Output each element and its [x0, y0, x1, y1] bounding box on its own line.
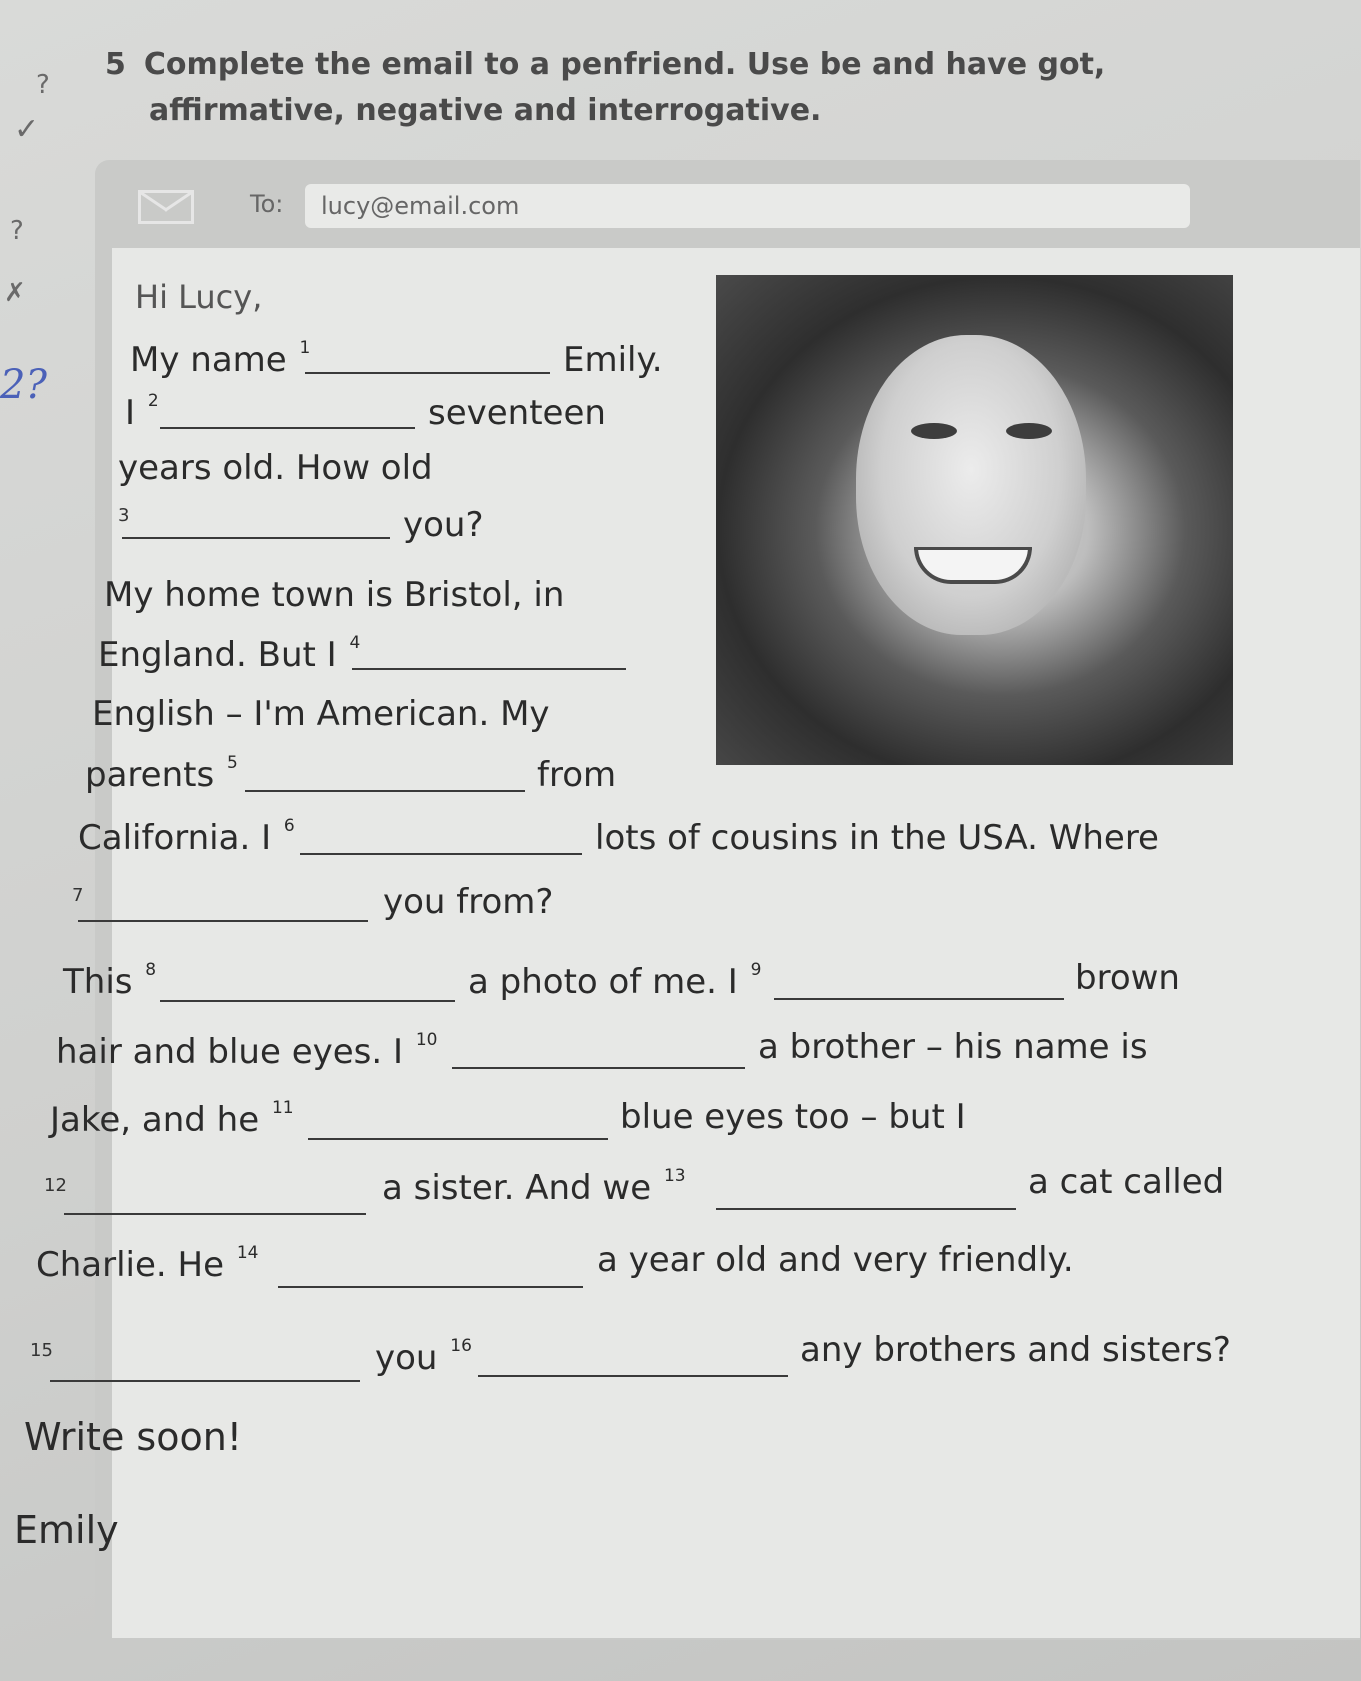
gap-3[interactable] — [122, 537, 390, 539]
to-address-field: lucy@email.com — [305, 184, 1190, 228]
gap-number-3: 3 — [118, 505, 130, 526]
gap-9[interactable] — [774, 998, 1064, 1000]
greeting: Hi Lucy, — [135, 278, 263, 316]
line-13-start: Jake, and he $^{11}$ — [50, 1097, 294, 1140]
line-9-start: California. I $^6$ — [78, 815, 295, 858]
penfriend-photo — [716, 275, 1233, 765]
gap-5[interactable] — [245, 790, 525, 792]
line-12-end: a brother – his name is — [758, 1027, 1148, 1067]
gap-2[interactable] — [160, 427, 415, 429]
exercise-number: 5 — [105, 47, 126, 82]
exercise-heading — [105, 42, 1105, 134]
gap-number-15: 15 — [30, 1340, 53, 1361]
photo-face — [856, 335, 1086, 635]
gap-4[interactable] — [352, 668, 626, 670]
gap-7[interactable] — [78, 920, 368, 922]
gap-12[interactable] — [64, 1213, 366, 1215]
gap-number-7: 7 — [72, 885, 84, 906]
gap-1[interactable] — [305, 372, 550, 374]
gap-16[interactable] — [478, 1375, 788, 1377]
line-8-end: from — [537, 755, 617, 795]
line-6-start: England. But I $^4$ — [98, 632, 361, 675]
line-7: English – I'm American. My — [92, 694, 550, 734]
line-13-end: blue eyes too – but I — [620, 1097, 966, 1137]
line-1-start: My name $^1$ — [130, 337, 311, 380]
gap-13[interactable] — [716, 1208, 1016, 1210]
line-1-end: Emily. — [563, 340, 663, 380]
line-4-end: you? — [403, 505, 484, 545]
margin-question-mark-2: ? — [10, 216, 24, 246]
line-3: years old. How old — [118, 448, 433, 488]
instruction-line-2: affirmative, negative and interrogative. — [149, 93, 822, 128]
to-label: To: — [250, 190, 284, 218]
line-16-middle: you $^{16}$ — [375, 1335, 472, 1378]
line-9-end: lots of cousins in the USA. Where — [595, 818, 1159, 858]
gap-8[interactable] — [160, 1000, 455, 1002]
line-12-start: hair and blue eyes. I $^{10}$ — [56, 1029, 438, 1072]
line-14-middle: a sister. And we $^{13}$ — [382, 1165, 686, 1208]
photo-left-eye — [911, 423, 957, 439]
line-11-start: This $^8$ — [63, 959, 157, 1002]
signature: Emily — [14, 1508, 119, 1552]
line-5: My home town is Bristol, in — [104, 575, 565, 615]
instruction-line-1: Complete the email to a penfriend. Use be and have got, — [143, 47, 1106, 82]
line-11-middle: a photo of me. I $^9$ — [468, 959, 762, 1002]
gap-6[interactable] — [300, 853, 582, 855]
line-10-end: you from? — [383, 882, 554, 922]
line-15-start: Charlie. He $^{14}$ — [36, 1242, 259, 1285]
line-14-end: a cat called — [1028, 1162, 1225, 1202]
handwritten-annotation: 2? — [0, 362, 47, 408]
gap-10[interactable] — [452, 1067, 745, 1069]
margin-tick-mark: ✓ — [14, 112, 40, 147]
line-2-start: I $^2$ — [125, 390, 159, 433]
line-2-end: seventeen — [428, 393, 606, 433]
gap-15[interactable] — [50, 1380, 360, 1382]
envelope-icon — [138, 190, 194, 224]
margin-cross-mark: ✗ — [4, 278, 26, 308]
line-16-end: any brothers and sisters? — [800, 1330, 1231, 1370]
line-8-start: parents $^5$ — [85, 752, 238, 795]
gap-14[interactable] — [278, 1286, 583, 1288]
margin-question-mark: ? — [36, 70, 50, 100]
closing: Write soon! — [24, 1415, 243, 1459]
line-15-end: a year old and very friendly. — [597, 1240, 1074, 1280]
gap-number-12: 12 — [44, 1175, 67, 1196]
photo-smile — [914, 547, 1032, 584]
gap-11[interactable] — [308, 1138, 608, 1140]
line-11-end: brown — [1075, 958, 1180, 998]
photo-right-eye — [1006, 423, 1052, 439]
